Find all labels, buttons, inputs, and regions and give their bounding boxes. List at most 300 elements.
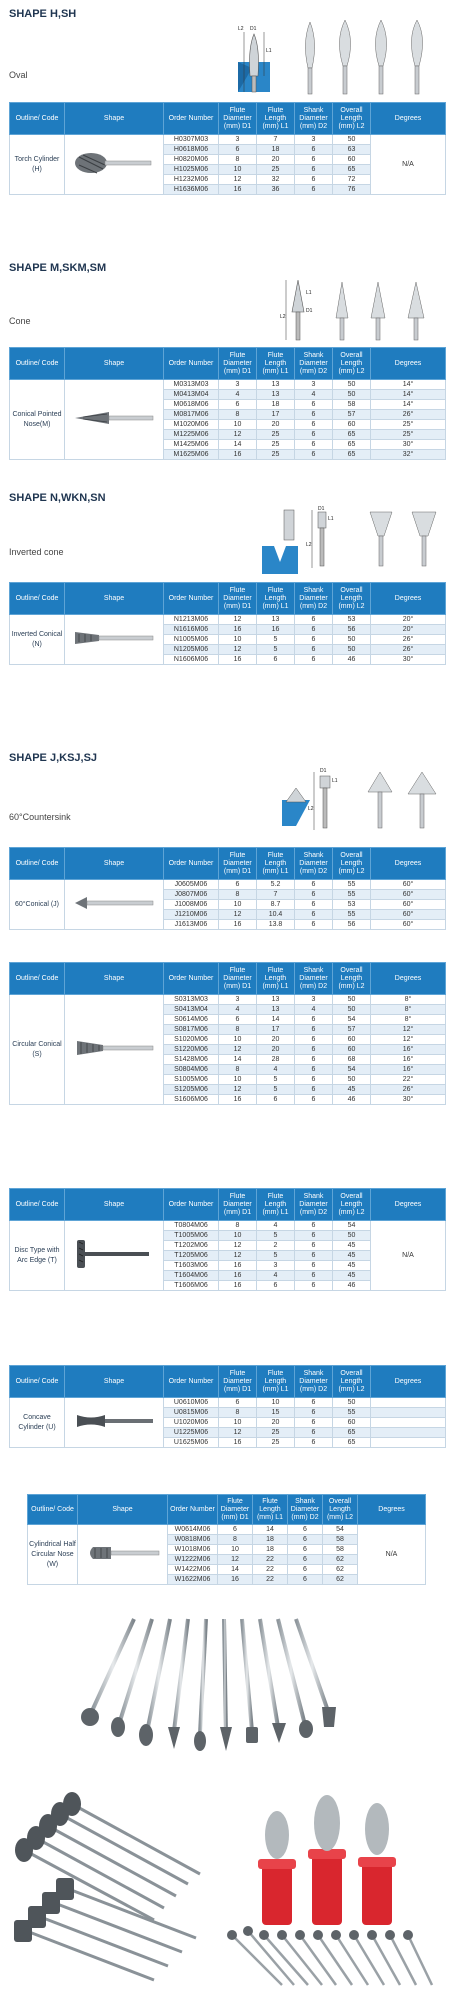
cell-flute-d: 12	[219, 645, 257, 655]
cell-shank-d: 6	[295, 1095, 333, 1105]
cell-shank-d: 6	[295, 400, 333, 410]
torch-burr-icon	[69, 145, 159, 181]
cell-overall: 60	[333, 1045, 371, 1055]
cell-flute-l: 6	[257, 1281, 295, 1291]
diagram-label-d1: D1	[306, 308, 313, 314]
cell-flute-d: 12	[219, 1428, 257, 1438]
order-number: U1225M06	[164, 1428, 219, 1438]
cell-shank-d: 6	[295, 420, 333, 430]
cell-degrees: 26°	[371, 645, 446, 655]
cell-flute-l: 22	[253, 1575, 288, 1585]
burr-image	[65, 135, 164, 195]
section-subtitle-n: Inverted cone	[9, 547, 64, 557]
header-flute-l: Flute Length (mm) L1	[257, 583, 295, 615]
cell-shank-d: 6	[295, 1025, 333, 1035]
order-number: U0815M06	[164, 1408, 219, 1418]
cell-flute-l: 13	[257, 390, 295, 400]
half-round-burr-icon	[81, 1538, 165, 1568]
outline-label: 60°Conical (J)	[10, 880, 65, 930]
cell-overall: 50	[333, 1231, 371, 1241]
cell-degrees: 60°	[371, 900, 446, 910]
order-number: M1020M06	[164, 420, 219, 430]
cell-shank-d: 6	[295, 155, 333, 165]
diagram-label-d1: D1	[250, 26, 257, 32]
cell-shank-d: 6	[295, 440, 333, 450]
cell-shank-d: 6	[295, 1428, 333, 1438]
outline-label: Cylindrical Half Circular Nose (W)	[28, 1525, 78, 1585]
header-order: Order Number	[164, 583, 219, 615]
cell-flute-d: 8	[219, 1408, 257, 1418]
cell-overall: 62	[323, 1565, 358, 1575]
burr-set-photo-holders	[222, 1785, 448, 1995]
cell-flute-d: 12	[219, 430, 257, 440]
cell-overall: 65	[333, 165, 371, 175]
cell-flute-d: 10	[219, 635, 257, 645]
cell-overall: 62	[323, 1575, 358, 1585]
diagram-label-l1: L1	[266, 48, 272, 54]
cell-overall: 60	[333, 420, 371, 430]
header-degrees: Degrees	[371, 1366, 446, 1398]
cell-degrees: 26°	[371, 1085, 446, 1095]
cell-degrees	[371, 1428, 446, 1438]
header-shape: Shape	[65, 1366, 164, 1398]
cell-degrees: 14°	[371, 380, 446, 390]
cell-flute-l: 36	[257, 185, 295, 195]
cell-degrees: 25°	[371, 430, 446, 440]
order-number: S1005M06	[164, 1075, 219, 1085]
burr-set-photo-rows	[4, 1790, 214, 1995]
cell-flute-d: 6	[219, 400, 257, 410]
cell-overall: 56	[333, 920, 371, 930]
order-number: S0804M06	[164, 1065, 219, 1075]
burr-image	[65, 1398, 164, 1448]
cell-flute-d: 16	[219, 655, 257, 665]
cell-degrees: 8°	[371, 1015, 446, 1025]
cell-flute-l: 13	[257, 615, 295, 625]
cell-flute-l: 6	[257, 655, 295, 665]
cell-flute-d: 16	[219, 1438, 257, 1448]
cell-overall: 54	[333, 1065, 371, 1075]
cell-flute-l: 5	[257, 1231, 295, 1241]
header-flute-l: Flute Length (mm) L1	[257, 103, 295, 135]
cell-overall: 54	[323, 1525, 358, 1535]
order-number: N1213M06	[164, 615, 219, 625]
burr-image	[78, 1525, 168, 1585]
cell-overall: 58	[333, 400, 371, 410]
cell-flute-d: 8	[219, 890, 257, 900]
cell-flute-l: 5.2	[257, 880, 295, 890]
order-number: T0804M06	[164, 1221, 219, 1231]
cell-flute-d: 8	[219, 1221, 257, 1231]
cell-flute-d: 10	[219, 900, 257, 910]
header-flute-l: Flute Length (mm) L1	[257, 1189, 295, 1221]
cell-shank-d: 6	[295, 1281, 333, 1291]
burr-image	[65, 380, 164, 460]
diagram-label-l2: L2	[280, 314, 286, 320]
cell-flute-l: 10	[257, 1398, 295, 1408]
table-row	[10, 1221, 446, 1231]
cell-flute-d: 6	[218, 1525, 253, 1535]
section-subtitle-m: Cone	[9, 316, 31, 326]
cell-flute-l: 4	[257, 1271, 295, 1281]
cell-shank-d: 6	[295, 1398, 333, 1408]
cell-flute-l: 25	[257, 165, 295, 175]
cell-shank-d: 6	[288, 1565, 323, 1575]
header-shape: Shape	[65, 583, 164, 615]
cell-shank-d: 6	[295, 900, 333, 910]
cell-shank-d: 6	[295, 410, 333, 420]
header-order: Order Number	[164, 1189, 219, 1221]
order-number: N1005M06	[164, 635, 219, 645]
cell-flute-l: 2	[257, 1241, 295, 1251]
spec-table-j	[9, 847, 446, 930]
cell-overall: 50	[333, 635, 371, 645]
cell-flute-l: 3	[257, 1261, 295, 1271]
cone-burr-icon	[69, 403, 159, 433]
cell-flute-d: 10	[219, 1035, 257, 1045]
cell-overall: 54	[333, 1221, 371, 1231]
diagram-label-d1: D1	[318, 506, 325, 512]
cell-flute-l: 16	[257, 625, 295, 635]
header-outline: Outline/ Code	[10, 1189, 65, 1221]
cell-degrees: 25°	[371, 420, 446, 430]
cell-overall: 46	[333, 655, 371, 665]
cell-degrees: 20°	[371, 625, 446, 635]
order-number: H0307M03	[164, 135, 219, 145]
cell-flute-l: 32	[257, 175, 295, 185]
cell-flute-l: 25	[257, 1438, 295, 1448]
order-number: U0610M06	[164, 1398, 219, 1408]
cell-degrees: 26°	[371, 410, 446, 420]
header-shank-d: Shank Diameter (mm) D2	[295, 103, 333, 135]
cell-flute-l: 17	[257, 410, 295, 420]
outline-label: Torch Cylinder (H)	[10, 135, 65, 195]
order-number: M0618M06	[164, 400, 219, 410]
cell-shank-d: 6	[295, 625, 333, 635]
cell-shank-d: 6	[295, 1055, 333, 1065]
cell-flute-d: 10	[219, 165, 257, 175]
cell-shank-d: 6	[295, 175, 333, 185]
header-flute-d: Flute Diameter (mm) D1	[219, 348, 257, 380]
cell-overall: 46	[333, 1095, 371, 1105]
cell-shank-d: 6	[295, 1075, 333, 1085]
cell-flute-d: 14	[219, 1055, 257, 1065]
cell-flute-l: 14	[253, 1525, 288, 1535]
header-overall: Overall Length (mm) L2	[333, 583, 371, 615]
cell-shank-d: 6	[288, 1525, 323, 1535]
cell-flute-d: 14	[219, 440, 257, 450]
cell-flute-l: 13	[257, 1005, 295, 1015]
cell-overall: 60	[333, 1418, 371, 1428]
cell-shank-d: 6	[295, 615, 333, 625]
table-row	[10, 135, 446, 145]
header-outline: Outline/ Code	[10, 583, 65, 615]
cell-overall: 46	[333, 1281, 371, 1291]
cell-shank-d: 6	[295, 1045, 333, 1055]
order-number: S0614M06	[164, 1015, 219, 1025]
cell-flute-d: 3	[219, 995, 257, 1005]
header-overall: Overall Length (mm) L2	[333, 1366, 371, 1398]
order-number: W0614M06	[168, 1525, 218, 1535]
header-overall: Overall Length (mm) L2	[333, 103, 371, 135]
header-shape: Shape	[65, 963, 164, 995]
cell-shank-d: 6	[295, 1261, 333, 1271]
order-number: H1636M06	[164, 185, 219, 195]
cell-overall: 65	[333, 450, 371, 460]
header-order: Order Number	[164, 848, 219, 880]
cell-shank-d: 6	[295, 1231, 333, 1241]
cell-flute-l: 5	[257, 1251, 295, 1261]
header-flute-d: Flute Diameter (mm) D1	[218, 1495, 253, 1525]
section-subtitle-h: Oval	[9, 70, 28, 80]
order-number: S1205M06	[164, 1085, 219, 1095]
cell-flute-l: 10.4	[257, 910, 295, 920]
header-overall: Overall Length (mm) L2	[333, 348, 371, 380]
diagram-label-l1: L1	[306, 290, 312, 296]
header-order: Order Number	[164, 348, 219, 380]
header-shape: Shape	[65, 348, 164, 380]
order-number: T1005M06	[164, 1231, 219, 1241]
degrees-na: N/A	[358, 1525, 426, 1585]
diagram-label-l2: L2	[306, 542, 312, 548]
spec-table-m	[9, 347, 446, 460]
header-shape: Shape	[65, 103, 164, 135]
order-number: J1210M06	[164, 910, 219, 920]
cell-flute-d: 8	[218, 1535, 253, 1545]
order-number: S1428M06	[164, 1055, 219, 1065]
cell-flute-d: 12	[219, 1241, 257, 1251]
cell-degrees: 22°	[371, 1075, 446, 1085]
cell-flute-d: 10	[218, 1545, 253, 1555]
order-number: H0820M06	[164, 155, 219, 165]
countersink-diagram	[282, 766, 442, 838]
cell-degrees	[371, 1438, 446, 1448]
cell-flute-l: 18	[257, 400, 295, 410]
order-number: H1232M06	[164, 175, 219, 185]
header-shank-d: Shank Diameter (mm) D2	[295, 1366, 333, 1398]
cell-flute-l: 4	[257, 1221, 295, 1231]
order-number: W0818M06	[168, 1535, 218, 1545]
cell-overall: 58	[323, 1535, 358, 1545]
cell-shank-d: 6	[295, 1241, 333, 1251]
header-overall: Overall Length (mm) L2	[333, 1189, 371, 1221]
cell-shank-d: 4	[295, 390, 333, 400]
cell-flute-l: 7	[257, 135, 295, 145]
header-overall: Overall Length (mm) L2	[323, 1495, 358, 1525]
cell-overall: 76	[333, 185, 371, 195]
header-degrees: Degrees	[371, 583, 446, 615]
table-row	[10, 880, 446, 890]
header-outline: Outline/ Code	[10, 963, 65, 995]
cell-degrees: 32°	[371, 450, 446, 460]
burr-image	[65, 995, 164, 1105]
cell-shank-d: 6	[295, 645, 333, 655]
outline-label: Conical Pointed Nose(M)	[10, 380, 65, 460]
cell-shank-d: 6	[295, 1438, 333, 1448]
order-number: M1625M06	[164, 450, 219, 460]
header-outline: Outline/ Code	[28, 1495, 78, 1525]
spec-table-u	[9, 1365, 446, 1448]
cell-shank-d: 6	[288, 1555, 323, 1565]
cell-shank-d: 6	[295, 890, 333, 900]
header-shank-d: Shank Diameter (mm) D2	[295, 848, 333, 880]
cell-overall: 65	[333, 1438, 371, 1448]
outline-label: Concave Cylinder (U)	[10, 1398, 65, 1448]
header-flute-l: Flute Length (mm) L1	[253, 1495, 288, 1525]
cell-flute-d: 3	[219, 380, 257, 390]
spec-table-n	[9, 582, 446, 665]
diagram-label-l1: L1	[328, 516, 334, 522]
cell-flute-l: 13	[257, 995, 295, 1005]
inverted-cone-burr-icon	[69, 624, 159, 652]
order-number: T1603M06	[164, 1261, 219, 1271]
cell-degrees: 8°	[371, 1005, 446, 1015]
cell-flute-l: 22	[253, 1565, 288, 1575]
order-number: M0313M03	[164, 380, 219, 390]
cell-flute-d: 16	[219, 1271, 257, 1281]
order-number: S0313M03	[164, 995, 219, 1005]
cell-flute-l: 28	[257, 1055, 295, 1065]
cell-flute-d: 10	[219, 1418, 257, 1428]
cell-shank-d: 6	[295, 1085, 333, 1095]
cell-overall: 55	[333, 880, 371, 890]
burr-image	[65, 880, 164, 930]
cell-flute-d: 16	[218, 1575, 253, 1585]
cell-flute-d: 6	[219, 145, 257, 155]
table-row	[28, 1525, 426, 1535]
cell-degrees: 12°	[371, 1035, 446, 1045]
outline-label: Circular Conical (S)	[10, 995, 65, 1105]
order-number: M0817M06	[164, 410, 219, 420]
cell-flute-d: 16	[219, 625, 257, 635]
header-shape: Shape	[65, 848, 164, 880]
concave-burr-icon	[69, 1406, 159, 1436]
order-number: S1220M06	[164, 1045, 219, 1055]
cell-flute-l: 20	[257, 420, 295, 430]
cell-flute-d: 16	[219, 185, 257, 195]
cell-flute-l: 14	[257, 1015, 295, 1025]
cell-flute-l: 4	[257, 1065, 295, 1075]
cell-shank-d: 6	[295, 635, 333, 645]
cell-shank-d: 6	[295, 1015, 333, 1025]
cell-degrees	[371, 1408, 446, 1418]
outline-label: Inverted Conical (N)	[10, 615, 65, 665]
cell-degrees: 30°	[371, 440, 446, 450]
order-number: U1625M06	[164, 1438, 219, 1448]
order-number: U1020M06	[164, 1418, 219, 1428]
cell-shank-d: 6	[295, 1418, 333, 1428]
cell-shank-d: 6	[288, 1545, 323, 1555]
circular-cone-burr-icon	[69, 1033, 159, 1063]
table-row	[10, 1398, 446, 1408]
cell-overall: 57	[333, 1025, 371, 1035]
section-title-m: SHAPE M,SKM,SM	[9, 262, 107, 274]
cell-overall: 45	[333, 1251, 371, 1261]
cell-shank-d: 6	[295, 910, 333, 920]
cell-shank-d: 6	[295, 920, 333, 930]
cell-shank-d: 6	[295, 430, 333, 440]
diagram-label-d1: D1	[320, 768, 327, 774]
cell-flute-l: 25	[257, 450, 295, 460]
cell-flute-d: 16	[219, 1281, 257, 1291]
cell-shank-d: 3	[295, 380, 333, 390]
cell-overall: 45	[333, 1271, 371, 1281]
section-title-h: SHAPE H,SH	[9, 8, 77, 20]
cell-overall: 63	[333, 145, 371, 155]
cell-overall: 68	[333, 1055, 371, 1065]
order-number: W1422M06	[168, 1565, 218, 1575]
cell-flute-l: 18	[253, 1535, 288, 1545]
cell-shank-d: 4	[295, 1005, 333, 1015]
header-degrees: Degrees	[371, 348, 446, 380]
order-number: N1606M06	[164, 655, 219, 665]
cell-flute-d: 14	[218, 1565, 253, 1575]
cell-overall: 50	[333, 1398, 371, 1408]
cell-flute-d: 12	[219, 615, 257, 625]
cell-degrees: 14°	[371, 400, 446, 410]
degrees-na: N/A	[371, 1221, 446, 1291]
order-number: M1225M06	[164, 430, 219, 440]
cell-flute-l: 20	[257, 155, 295, 165]
cell-shank-d: 6	[288, 1575, 323, 1585]
cell-degrees: 30°	[371, 655, 446, 665]
cell-degrees	[371, 1418, 446, 1428]
header-outline: Outline/ Code	[10, 1366, 65, 1398]
order-number: W1018M06	[168, 1545, 218, 1555]
cell-flute-d: 4	[219, 1005, 257, 1015]
cell-shank-d: 6	[288, 1535, 323, 1545]
header-flute-l: Flute Length (mm) L1	[257, 1366, 295, 1398]
header-degrees: Degrees	[371, 963, 446, 995]
cell-flute-l: 13	[257, 380, 295, 390]
cell-flute-l: 25	[257, 1428, 295, 1438]
cell-flute-l: 18	[253, 1545, 288, 1555]
cell-flute-l: 18	[257, 145, 295, 155]
cell-overall: 72	[333, 175, 371, 185]
diagram-label-l2: L2	[308, 806, 314, 812]
cell-degrees	[371, 1398, 446, 1408]
cell-flute-l: 25	[257, 430, 295, 440]
cell-overall: 50	[333, 995, 371, 1005]
cell-shank-d: 6	[295, 1408, 333, 1418]
order-number: J0807M06	[164, 890, 219, 900]
cell-overall: 65	[333, 440, 371, 450]
order-number: T1205M06	[164, 1251, 219, 1261]
order-number: W1222M06	[168, 1555, 218, 1565]
outline-label: Disc Type with Arc Edge (T)	[10, 1221, 65, 1291]
order-number: M0413M04	[164, 390, 219, 400]
cell-degrees: 60°	[371, 910, 446, 920]
header-flute-l: Flute Length (mm) L1	[257, 348, 295, 380]
cell-flute-d: 10	[219, 420, 257, 430]
header-shape: Shape	[65, 1189, 164, 1221]
header-flute-d: Flute Diameter (mm) D1	[219, 1189, 257, 1221]
header-flute-l: Flute Length (mm) L1	[257, 963, 295, 995]
cell-degrees: 12°	[371, 1025, 446, 1035]
header-flute-d: Flute Diameter (mm) D1	[219, 583, 257, 615]
cell-overall: 45	[333, 1261, 371, 1271]
cell-flute-l: 15	[257, 1408, 295, 1418]
cell-degrees: 60°	[371, 890, 446, 900]
inverted-cone-diagram	[262, 506, 442, 576]
cell-shank-d: 6	[295, 185, 333, 195]
cell-flute-l: 5	[257, 1075, 295, 1085]
order-number: S1606M06	[164, 1095, 219, 1105]
cell-degrees: 16°	[371, 1055, 446, 1065]
cell-overall: 60	[333, 155, 371, 165]
cell-overall: 50	[333, 390, 371, 400]
cell-flute-d: 16	[219, 920, 257, 930]
